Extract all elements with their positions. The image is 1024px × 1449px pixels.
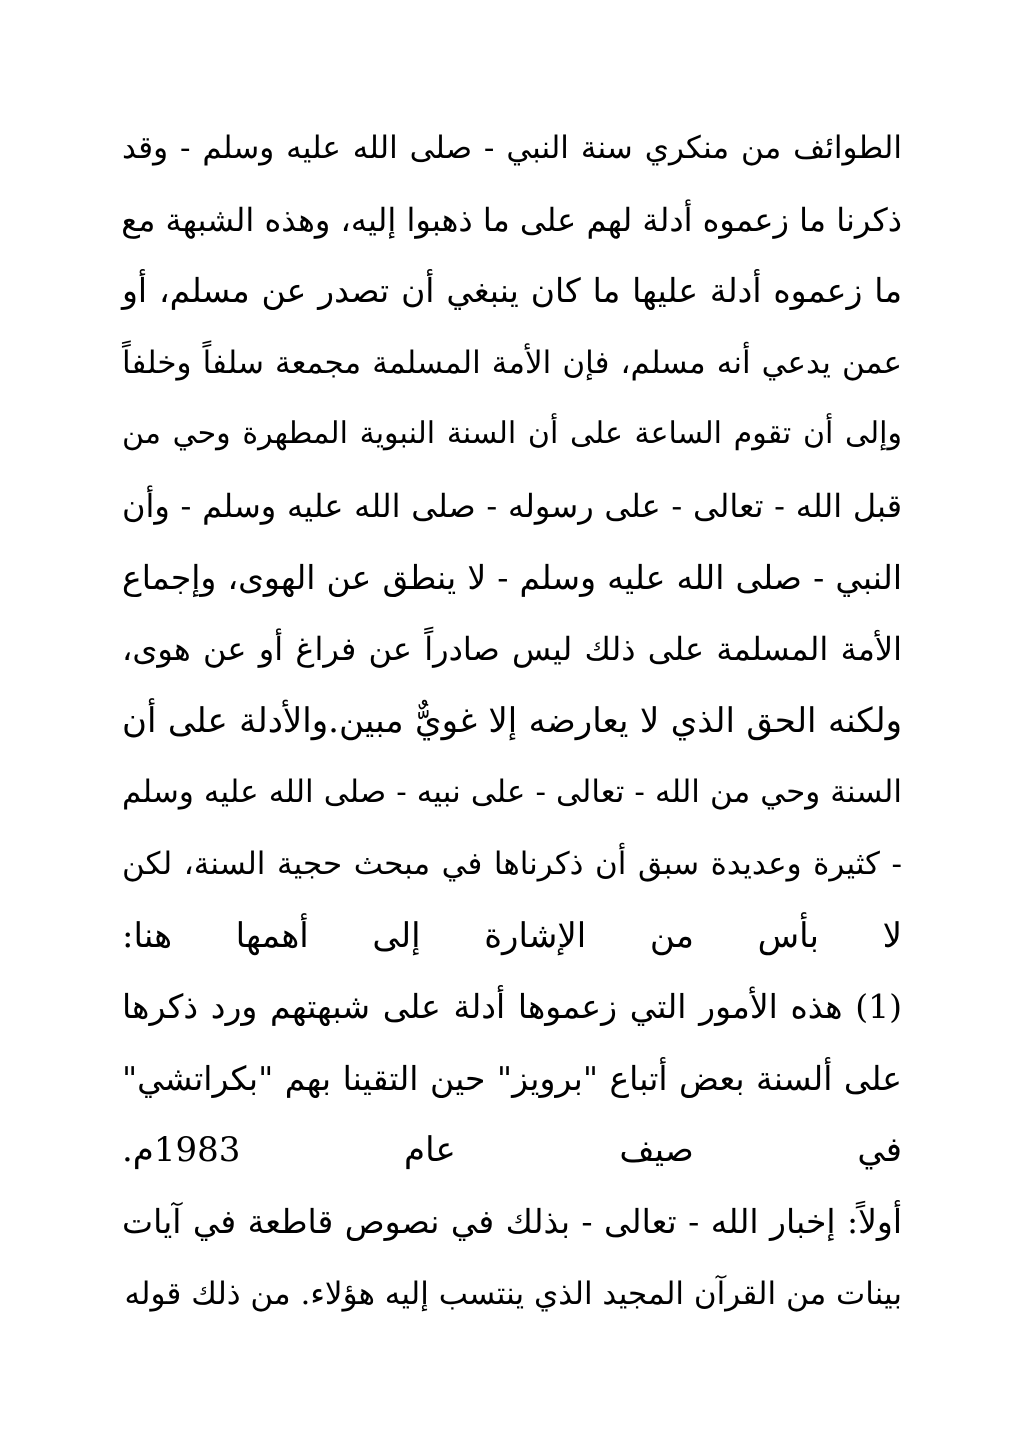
text-line-9: ولكنه الحق الذي لا يعارضه إلا غويٌّ مبين.والأدلة على أن — [122, 700, 902, 741]
text-line-17: بينات من القرآن المجيد الذي ينتسب إليه هؤلاء. من ذلك قوله — [124, 1275, 902, 1312]
text-line-16: أولاً: إخبار الله - تعالى - بذلك في نصوص قاطعة في آيات — [122, 1201, 902, 1241]
text-line-5: وإلى أن تقوم الساعة على أن السنة النبوية المطهرة وحي من — [122, 416, 902, 452]
text-line-2: ذكرنا ما زعموه أدلة لهم على ما ذهبوا إليه، وهذه الشبهة مع — [121, 200, 902, 239]
text-line-4: عمن يدعي أنه مسلم، فإن الأمة المسلمة مجمعة سلفاً وخلفاً — [122, 344, 902, 381]
body-text — [122, 120, 902, 1337]
text-line-6: قبل الله - تعالى - على رسوله - صلى الله عليه وسلم - وأن — [122, 486, 902, 525]
text-line-1: الطوائف من منكري سنة النبي - صلى الله عليه وسلم - وقد — [122, 130, 902, 166]
text-line-15: في صيف عام 1983م. — [122, 1130, 902, 1171]
text-line-11: - كثيرة وعديدة سبق أن ذكرناها في مبحث حجية السنة، لكن — [122, 845, 902, 882]
text-line-13: (1) هذه الأمور التي زعموها أدلة على شبهتهم ورد ذكرها — [122, 987, 902, 1027]
text-line-7: النبي - صلى الله عليه وسلم - لا ينطق عن الهوى، وإجماع — [122, 557, 902, 597]
text-line-10: السنة وحي من الله - تعالى - على نبيه - صلى الله عليه وسلم — [122, 774, 902, 811]
text-line-14: على ألسنة بعض أتباع "برويز" حين التقينا بهم "بكراتشي" — [122, 1058, 902, 1098]
text-line-8: الأمة المسلمة على ذلك ليس صادراً عن فراغ أو عن هوى، — [122, 630, 902, 669]
text-line-12: لا بأس من الإشارة إلى أهمها هنا: — [122, 915, 902, 956]
text-line-3: ما زعموه أدلة عليها ما كان ينبغي أن تصدر عن مسلم، أو — [122, 271, 902, 311]
